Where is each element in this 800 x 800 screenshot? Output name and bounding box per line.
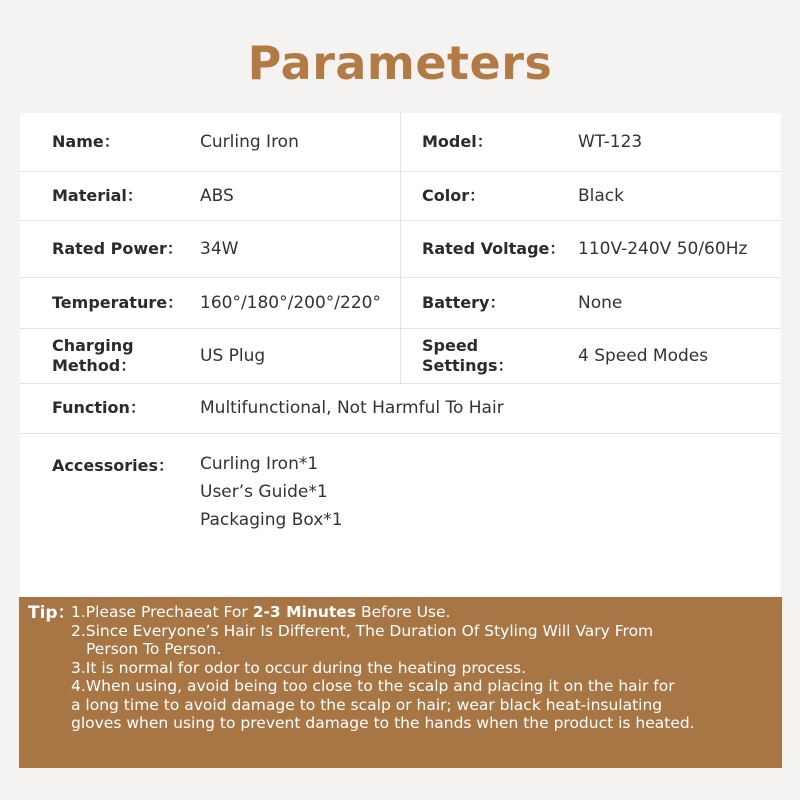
battery-label: Battery： xyxy=(422,292,506,312)
tip-line-4b: a long time to avoid damage to the scalp or hair; wear black heat-insulating xyxy=(71,695,663,714)
column-divider xyxy=(400,171,401,220)
speed-settings-label-line2: Settings： xyxy=(422,355,514,375)
charging-method-label-line2: Method： xyxy=(52,355,137,375)
tip-line-3: 3.It is normal for odor to occur during the heating process. xyxy=(71,658,527,677)
model-value: WT-123 xyxy=(578,132,643,152)
table-row xyxy=(20,328,781,384)
tip-line-2a: 2.Since Everyone’s Hair Is Different, The Duration Of Styling Will Vary From xyxy=(71,621,654,640)
tip-label: Tip： xyxy=(28,603,75,623)
speed-settings-value: 4 Speed Modes xyxy=(578,345,709,366)
name-value: Curling Iron xyxy=(200,132,299,152)
material-label: Material： xyxy=(52,185,143,205)
color-label: Color： xyxy=(422,185,486,205)
table-row xyxy=(20,383,781,434)
battery-value: None xyxy=(578,292,623,313)
tip-line-1-end: Before Use. xyxy=(356,603,451,621)
temperature-value: 160°/180°/200°/220° xyxy=(200,292,381,313)
tip-text xyxy=(71,603,771,733)
tip-line-1-bold: 2-3 Minutes xyxy=(252,603,357,621)
parameters-table xyxy=(20,113,781,597)
tip-line-2b: Person To Person. xyxy=(86,640,222,658)
charging-method-label xyxy=(52,328,136,383)
speed-settings-label xyxy=(422,328,514,383)
table-row xyxy=(20,113,781,172)
list-item: Curling Iron*1 xyxy=(200,454,319,474)
table-row xyxy=(20,277,781,329)
tip-line-4c: gloves when using to prevent damage to the hands when the product is heated. xyxy=(71,714,695,732)
rated-voltage-value: 110V-240V 50/60Hz xyxy=(578,238,748,259)
material-value: ABS xyxy=(200,185,234,206)
name-label: Name： xyxy=(52,132,120,151)
charging-method-value: US Plug xyxy=(200,345,266,366)
column-divider xyxy=(400,328,401,383)
function-label: Function： xyxy=(52,398,146,417)
accessories-label: Accessories： xyxy=(52,456,174,475)
list-item: User’s Guide*1 xyxy=(200,482,328,502)
tip-line-1 xyxy=(71,603,771,622)
page-title: Parameters xyxy=(247,36,553,90)
rated-voltage-label: Rated Voltage： xyxy=(422,238,566,258)
table-row xyxy=(20,220,781,278)
tip-line-4a: 4.When using, avoid being too close to the scalp and placing it on the hair for xyxy=(71,677,675,695)
charging-method-label-line1: Charging xyxy=(52,335,134,355)
temperature-label: Temperature： xyxy=(52,292,184,312)
color-value: Black xyxy=(578,185,624,206)
list-item: Packaging Box*1 xyxy=(200,510,343,530)
model-label: Model： xyxy=(422,132,493,151)
rated-power-label: Rated Power： xyxy=(52,238,183,258)
speed-settings-label-line1: Speed xyxy=(422,335,479,355)
table-row xyxy=(20,171,781,221)
column-divider xyxy=(400,220,401,277)
function-value: Multifunctional, Not Harmful To Hair xyxy=(200,398,504,418)
tip-line-1-start: 1.Please Prechaeat For xyxy=(71,603,253,621)
column-divider xyxy=(400,113,401,171)
tip-box xyxy=(19,597,782,768)
accessories-list xyxy=(200,450,343,534)
rated-power-value: 34W xyxy=(200,238,239,259)
column-divider xyxy=(400,277,401,328)
